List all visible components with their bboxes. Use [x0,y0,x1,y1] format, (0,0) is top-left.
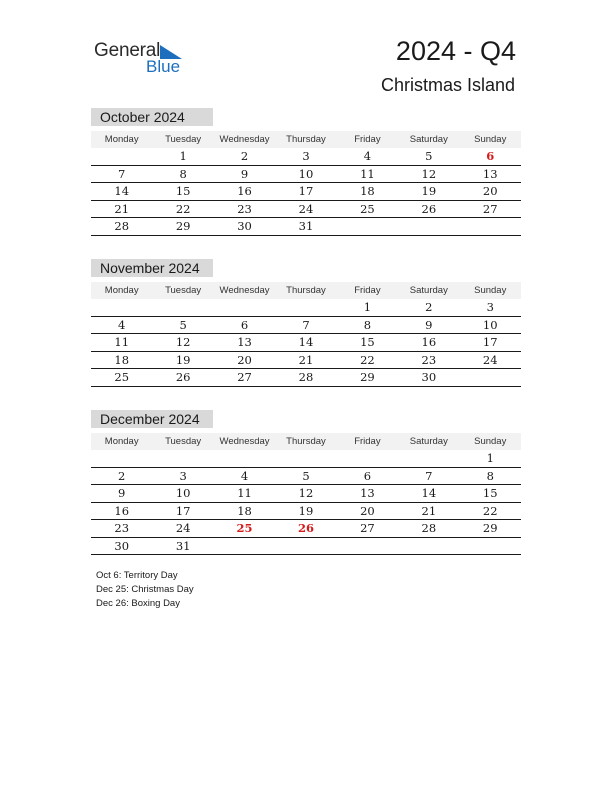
month-grid [91,299,521,387]
month-october [91,108,521,236]
day-cell [91,450,152,467]
day-cell: 18 [114,352,130,367]
holiday-notes [96,569,194,611]
weekday-label: Monday [104,134,139,145]
day-cell: 10 [175,486,191,500]
weekday-label: Sunday [474,436,507,447]
day-cell [398,218,459,235]
day-cell [275,450,336,467]
week-row [91,334,521,352]
day-cell [214,450,275,467]
day-cell: 15 [175,184,191,198]
day-cell: 22 [482,503,498,518]
weekday-label: Tuesday [165,436,202,447]
weekday-label: Wednesday [219,285,270,296]
logo-general-text: General [94,40,161,61]
day-cell: 18 [237,503,252,518]
month-title: November 2024 [91,259,213,277]
weekday-label: Thursday [286,285,326,296]
day-cell: 20 [482,184,498,198]
day-cell: 24 [175,521,191,535]
weekday-label: Monday [104,285,139,296]
day-cell: 29 [360,370,375,384]
day-cell: 25 [360,201,375,216]
weekday-label: Saturday [409,436,448,447]
day-cell: 9 [118,486,126,500]
day-cell: 18 [360,184,375,198]
weekday-header [91,131,521,148]
weekday-header [91,282,521,299]
day-cell: 30 [237,219,252,233]
day-cell: 12 [298,486,314,500]
day-cell: 1 [363,300,372,314]
day-cell [337,218,398,235]
day-cell: 31 [298,219,314,233]
day-cell [91,148,152,165]
day-cell: 4 [240,468,249,483]
day-cell: 27 [482,201,498,216]
day-cell: 8 [363,317,372,332]
weekday-label: Friday [354,285,381,296]
holiday-note: Oct 6: Territory Day [96,570,178,581]
week-row [91,369,521,387]
day-cell: 20 [237,352,252,367]
day-cell: 25 [114,370,130,384]
day-cell: 21 [421,503,437,518]
weekday-label: Saturday [409,285,448,296]
day-cell: 9 [425,317,433,332]
day-cell: 11 [237,486,252,500]
day-cell: 21 [298,352,314,367]
day-cell: 24 [298,201,314,216]
day-cell [460,538,521,555]
day-cell: 6 [486,149,495,163]
day-cell: 2 [118,468,126,483]
weekday-header [91,433,521,450]
weekday-label: Friday [354,436,381,447]
weekday-label: Sunday [474,134,507,145]
day-cell: 8 [486,468,494,483]
day-cell [398,450,459,467]
month-title: December 2024 [91,410,213,428]
day-cell [91,299,152,316]
day-cell: 9 [240,166,249,181]
country-title: Christmas Island [380,75,515,95]
day-cell: 14 [114,184,130,198]
day-cell [398,538,459,555]
holiday-note: Dec 25: Christmas Day [96,584,194,595]
day-cell [214,538,275,555]
month-december [91,410,521,555]
day-cell: 28 [298,370,314,384]
day-cell: 3 [302,149,310,163]
day-cell: 2 [240,149,249,163]
day-cell: 22 [360,352,375,367]
week-row [91,485,521,503]
day-cell: 12 [175,335,191,349]
day-cell: 29 [482,521,498,535]
month-grid [91,450,521,555]
day-cell: 4 [118,317,126,332]
day-cell: 27 [360,521,375,535]
day-cell: 28 [421,521,437,535]
weekday-label: Wednesday [219,134,270,145]
day-cell: 23 [421,352,437,367]
day-cell: 17 [175,503,191,518]
week-row [91,538,521,556]
day-cell: 26 [421,201,437,216]
day-cell [214,299,275,316]
day-cell: 5 [302,468,310,483]
day-cell: 8 [179,166,187,181]
day-cell: 1 [179,149,187,163]
day-cell: 14 [421,486,437,500]
logo-blue-text: Blue [146,57,181,76]
week-row [91,299,521,317]
day-cell: 13 [360,486,375,500]
logo [94,40,194,80]
day-cell [152,450,213,467]
day-cell: 22 [175,201,191,216]
day-cell [460,218,521,235]
day-cell: 7 [302,317,310,332]
day-cell: 1 [486,451,494,465]
week-row [91,218,521,236]
week-row [91,468,521,486]
day-cell: 19 [298,503,314,518]
day-cell: 4 [363,149,372,163]
holiday-note: Dec 26: Boxing Day [96,598,180,609]
weekday-label: Monday [104,436,139,447]
day-cell: 29 [175,219,191,233]
day-cell: 6 [240,317,249,332]
day-cell: 3 [486,300,494,314]
day-cell: 20 [360,503,375,518]
day-cell [275,538,336,555]
day-cell: 28 [114,219,130,233]
weekday-label: Thursday [286,134,326,145]
day-cell: 17 [298,184,314,198]
day-cell: 27 [237,370,252,384]
month-title: October 2024 [91,108,213,126]
day-cell: 13 [237,335,252,349]
day-cell: 16 [114,503,130,518]
week-row [91,148,521,166]
day-cell: 19 [175,352,191,367]
day-cell: 5 [425,149,433,163]
week-row [91,317,521,335]
day-cell: 17 [482,335,498,349]
day-cell: 7 [118,166,126,181]
day-cell: 19 [421,184,437,198]
day-cell: 11 [360,166,375,181]
weekday-label: Wednesday [219,436,270,447]
day-cell: 30 [114,538,130,553]
day-cell: 23 [237,201,252,216]
day-cell: 12 [421,166,437,181]
day-cell: 24 [482,352,498,367]
weekday-label: Tuesday [165,285,202,296]
day-cell: 6 [363,468,372,483]
weekday-label: Thursday [286,436,326,447]
week-row [91,166,521,184]
month-grid [91,148,521,236]
day-cell: 25 [236,521,253,535]
quarter-title: 2024 - Q4 [395,36,516,66]
day-cell: 16 [421,335,437,349]
day-cell [337,538,398,555]
weekday-label: Sunday [474,285,507,296]
week-row [91,450,521,468]
day-cell: 31 [175,538,191,553]
day-cell: 26 [297,521,314,535]
month-november [91,259,521,387]
day-cell: 14 [298,335,314,349]
day-cell [152,299,213,316]
weekday-label: Friday [354,134,381,145]
day-cell: 11 [114,335,130,349]
day-cell: 21 [114,201,130,216]
day-cell: 5 [179,317,187,332]
day-cell: 10 [482,317,498,332]
weekday-label: Saturday [409,134,448,145]
day-cell: 7 [425,468,433,483]
day-cell [337,450,398,467]
day-cell: 16 [237,184,252,198]
day-cell: 23 [114,521,130,535]
day-cell: 15 [482,486,498,500]
day-cell: 15 [360,335,375,349]
week-row [91,352,521,370]
day-cell: 3 [179,468,187,483]
week-row [91,503,521,521]
day-cell: 30 [421,370,437,384]
day-cell: 2 [425,300,433,314]
week-row [91,520,521,538]
day-cell [460,369,521,386]
day-cell: 10 [298,166,314,181]
week-row [91,183,521,201]
weekday-label: Tuesday [165,134,202,145]
day-cell: 13 [482,166,498,181]
week-row [91,201,521,219]
day-cell [275,299,336,316]
day-cell: 26 [175,370,191,384]
